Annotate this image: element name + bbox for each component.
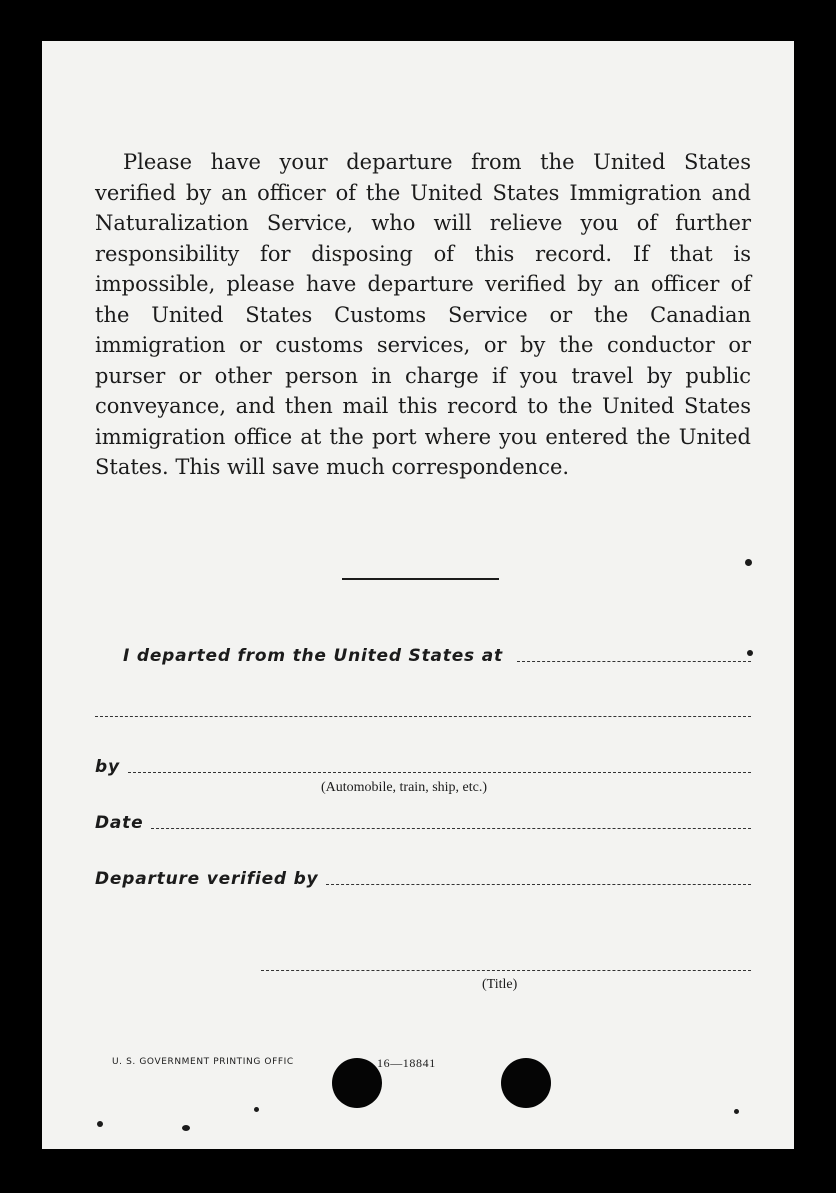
verified-by-field[interactable] — [326, 884, 751, 885]
title-caption: (Title) — [482, 977, 518, 992]
departed-from-continuation-row — [95, 701, 751, 721]
verified-by-label: Departure verified by — [95, 869, 319, 889]
speck — [745, 559, 752, 566]
departed-from-continuation-field[interactable] — [95, 716, 751, 717]
conveyance-field[interactable] — [128, 772, 751, 773]
departed-from-field[interactable] — [517, 661, 751, 662]
punch-hole-right — [501, 1058, 551, 1108]
date-label: Date — [95, 813, 144, 833]
punch-hole-left — [332, 1058, 382, 1108]
speck — [254, 1107, 259, 1112]
title-field[interactable] — [261, 970, 751, 971]
printer-name: U. S. GOVERNMENT PRINTING OFFIC — [112, 1057, 294, 1067]
conveyance-caption: (Automobile, train, ship, etc.) — [321, 780, 488, 795]
departed-from-row — [95, 646, 751, 666]
printer-imprint — [112, 1056, 436, 1070]
conveyance-row — [95, 757, 751, 777]
title-row — [261, 955, 751, 975]
speck — [734, 1109, 739, 1114]
by-label: by — [95, 757, 120, 777]
speck — [747, 650, 753, 656]
form-number: 16—18841 — [377, 1056, 436, 1070]
date-row — [95, 813, 751, 833]
speck — [97, 1121, 103, 1127]
departed-from-label: I departed from the United States at — [123, 646, 503, 666]
instructions-paragraph — [95, 147, 751, 483]
verified-by-row — [95, 869, 751, 889]
speck — [182, 1125, 190, 1131]
date-field[interactable] — [151, 828, 751, 829]
document-card — [42, 41, 794, 1149]
divider-rule — [342, 578, 499, 580]
instructions-text: Please have your departure from the United States verified by an officer of the United States Immigration and Naturalization Service, who will relieve you of further responsibility for disposing of this record. If that is impossible, please have departure verified by an officer of the United States Customs Service or the Canadian immigration or customs services, or by the conductor or purser or other person in charge if you travel by public conveyance, and then mail this record to the United States immigration office at the port where you entered the United States. This will save much correspondence. — [95, 150, 751, 479]
